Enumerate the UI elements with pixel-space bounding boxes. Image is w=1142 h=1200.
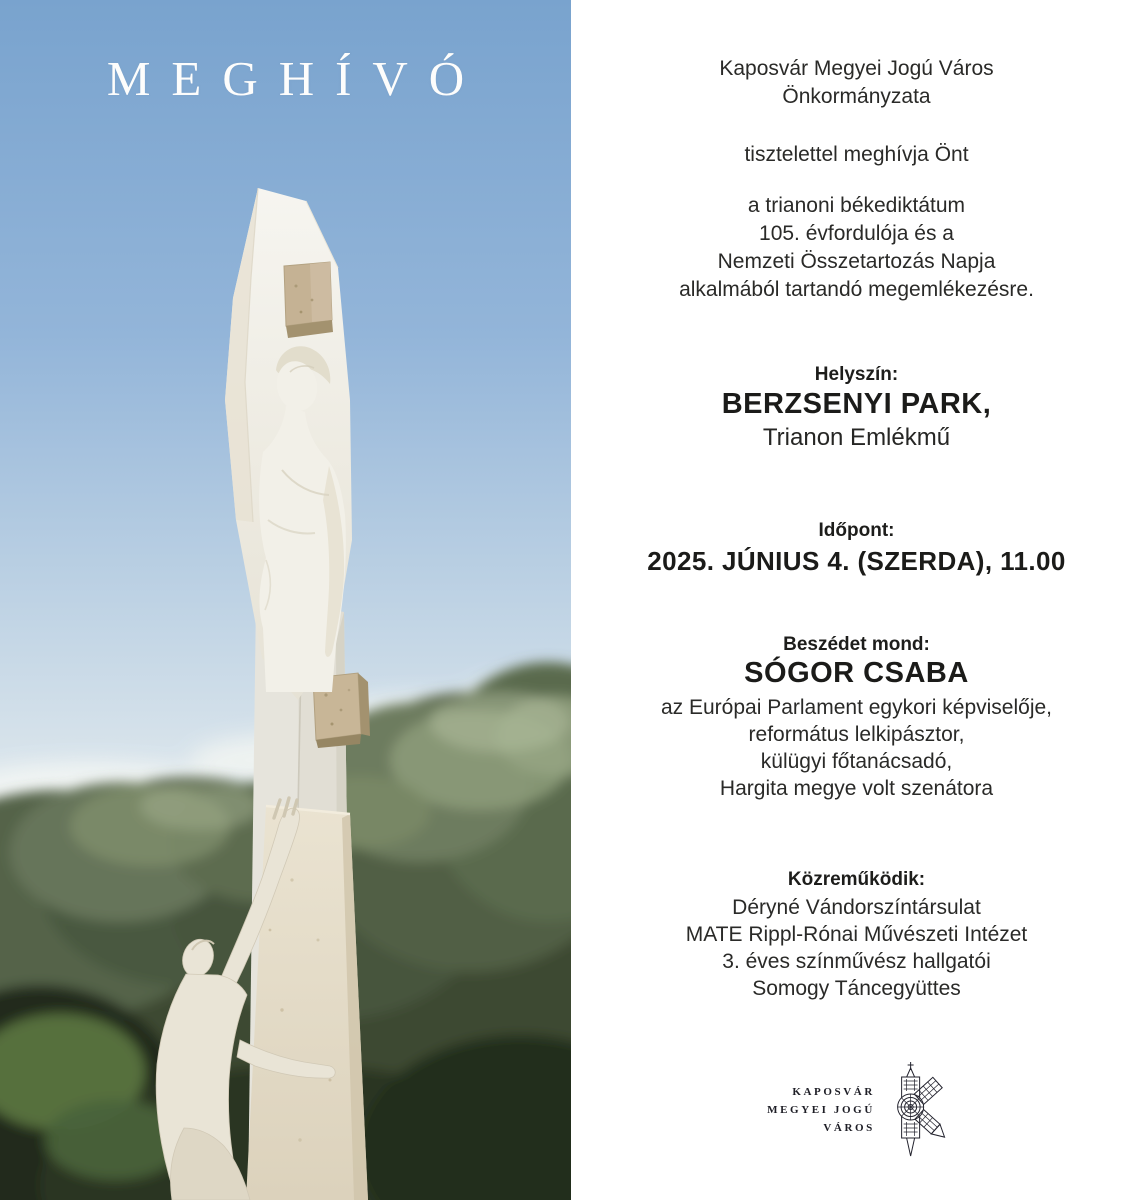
organization-block <box>571 55 1142 111</box>
occasion-block <box>571 192 1142 304</box>
occasion-line: a trianoni békediktátum <box>747 194 966 217</box>
kaposvar-city-logo <box>767 1062 946 1158</box>
contributors-label: Közreműködik: <box>787 869 926 890</box>
logo-line: KAPOSVÁR <box>792 1086 875 1098</box>
logo-line: VÁROS <box>823 1122 875 1134</box>
time-value: 2025. JÚNIUS 4. (SZERDA), 11.00 <box>647 546 1066 576</box>
occasion-line: Nemzeti Összetartozás Napja <box>717 250 996 273</box>
speaker-name: SÓGOR CSABA <box>744 657 969 689</box>
organization-line: Kaposvár Megyei Jogú Város <box>719 57 994 80</box>
invitation-line: tisztelettel meghívja Önt <box>744 143 969 166</box>
travertine-cube-upper <box>284 262 333 338</box>
organization-line: Önkormányzata <box>782 85 931 108</box>
speaker-titles <box>571 694 1142 802</box>
speaker-title-line: az Európai Parlament egykori képviselője, <box>660 696 1053 719</box>
occasion-line: alkalmából tartandó megemlékezésre. <box>679 278 1034 301</box>
contributors-list <box>571 894 1142 1002</box>
contributor-line: Déryné Vándorszíntársulat <box>732 896 981 919</box>
speaker-label: Beszédet mond: <box>783 634 930 655</box>
location-label: Helyszín: <box>814 364 899 385</box>
invitation-text-panel <box>571 0 1142 1200</box>
kaposvar-emblem-icon <box>884 1062 946 1158</box>
contributor-line: Somogy Táncegyüttes <box>752 977 961 1000</box>
occasion-line: 105. évfordulója és a <box>759 222 954 245</box>
travertine-slab <box>246 806 368 1200</box>
location-name: BERZSENYI PARK, <box>721 388 992 420</box>
speaker-title-line: Hargita megye volt szenátora <box>719 777 994 800</box>
time-label: Időpont: <box>818 520 895 541</box>
speaker-title-line: külügyi főtanácsadó, <box>760 750 953 773</box>
speaker-title-line: református lelkipásztor, <box>748 723 965 746</box>
page-title: MEGHÍVÓ <box>106 51 486 106</box>
logo-line: MEGYEI JOGÚ <box>767 1104 875 1116</box>
contributor-line: MATE Rippl-Rónai Művészeti Intézet <box>685 923 1028 946</box>
location-detail: Trianon Emlékmű <box>762 424 951 451</box>
contributor-line: 3. éves színművész hallgatói <box>722 950 991 973</box>
logo-wordmark <box>767 1083 875 1137</box>
